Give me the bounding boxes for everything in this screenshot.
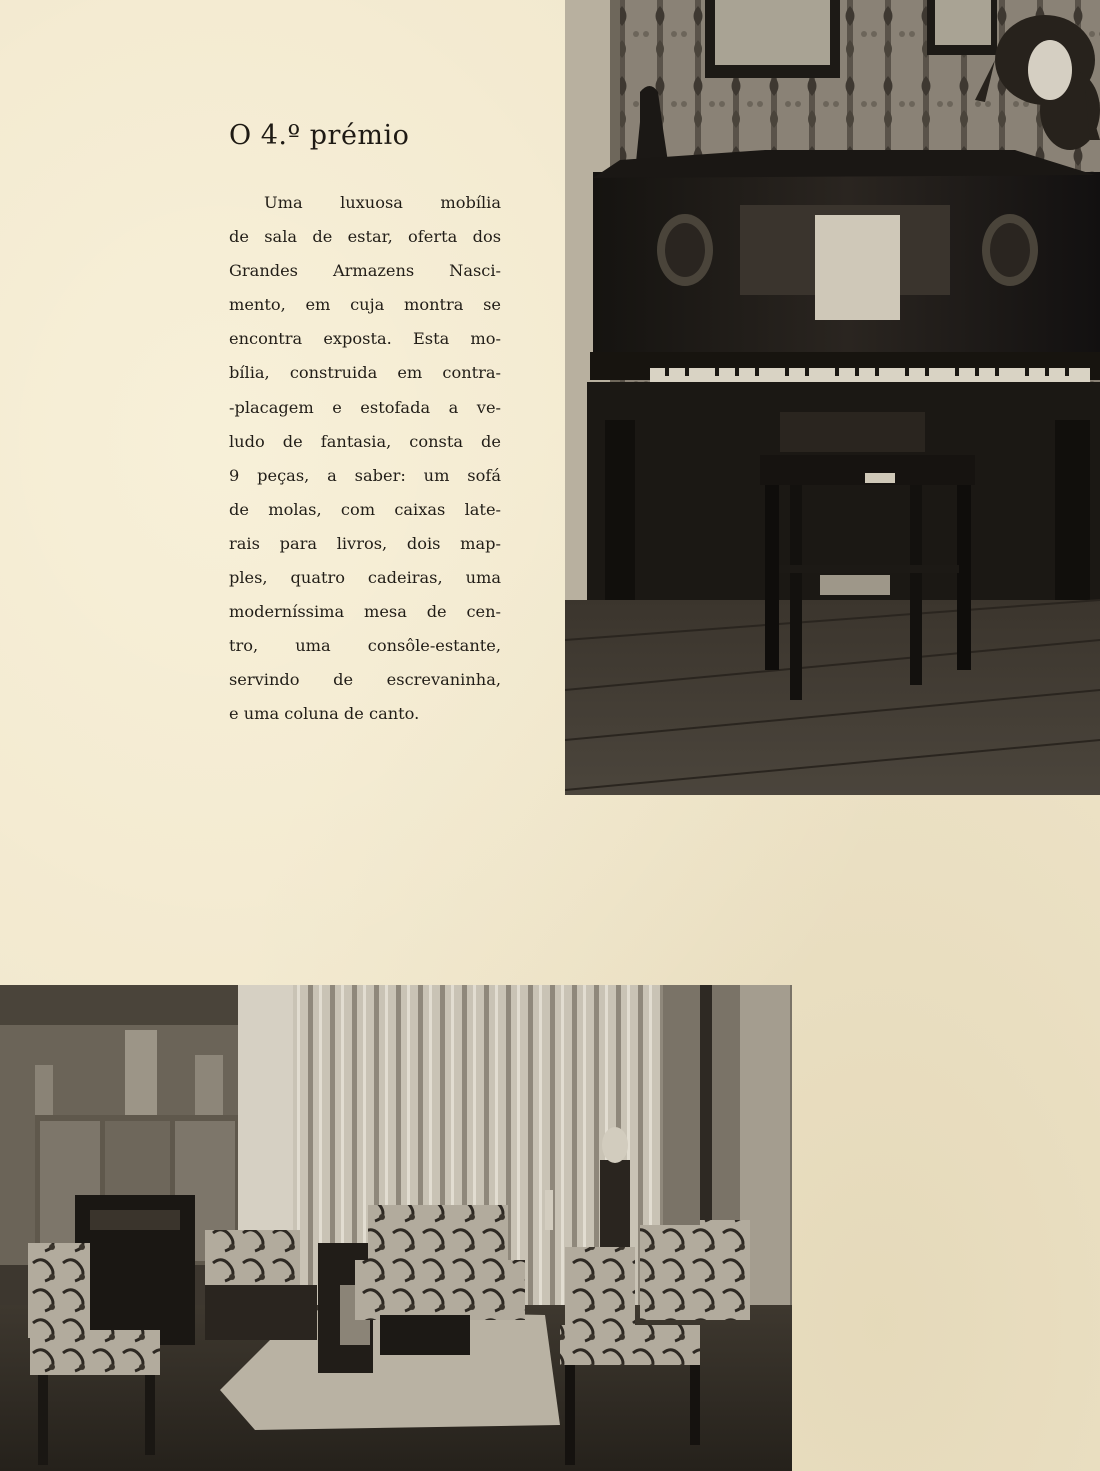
body-line: bília, construida em contra- <box>229 363 501 383</box>
body-line: servindo de escrevaninha, <box>229 670 501 690</box>
piano-photo <box>565 0 1100 795</box>
body-line: tro, uma consôle-estante, <box>229 636 501 656</box>
body-line: mento, em cuja montra se <box>229 295 501 315</box>
article-body <box>229 186 501 732</box>
body-line: de molas, com caixas late- <box>229 499 501 519</box>
living-room-photo-illustration <box>0 985 792 1471</box>
body-line: e uma coluna de canto. <box>229 704 420 724</box>
body-line: 9 peças, a saber: um sofá <box>229 465 501 485</box>
body-line: moderníssima mesa de cen- <box>229 602 501 622</box>
body-line: ludo de fantasia, consta de <box>229 431 501 451</box>
body-line: Grandes Armazens Nasci- <box>229 261 501 281</box>
living-room-photo <box>0 985 792 1471</box>
body-line: rais para livros, dois map- <box>229 533 501 553</box>
body-line: de sala de estar, oferta dos <box>229 227 501 247</box>
body-line: ples, quatro cadeiras, uma <box>229 568 501 588</box>
body-line: Uma luxuosa mobília <box>264 193 501 212</box>
body-line: encontra exposta. Esta mo- <box>229 329 501 349</box>
body-line: -placagem e estofada a ve- <box>229 397 501 417</box>
article-heading: O 4.º prémio <box>229 120 410 151</box>
piano-photo-illustration <box>565 0 1100 795</box>
